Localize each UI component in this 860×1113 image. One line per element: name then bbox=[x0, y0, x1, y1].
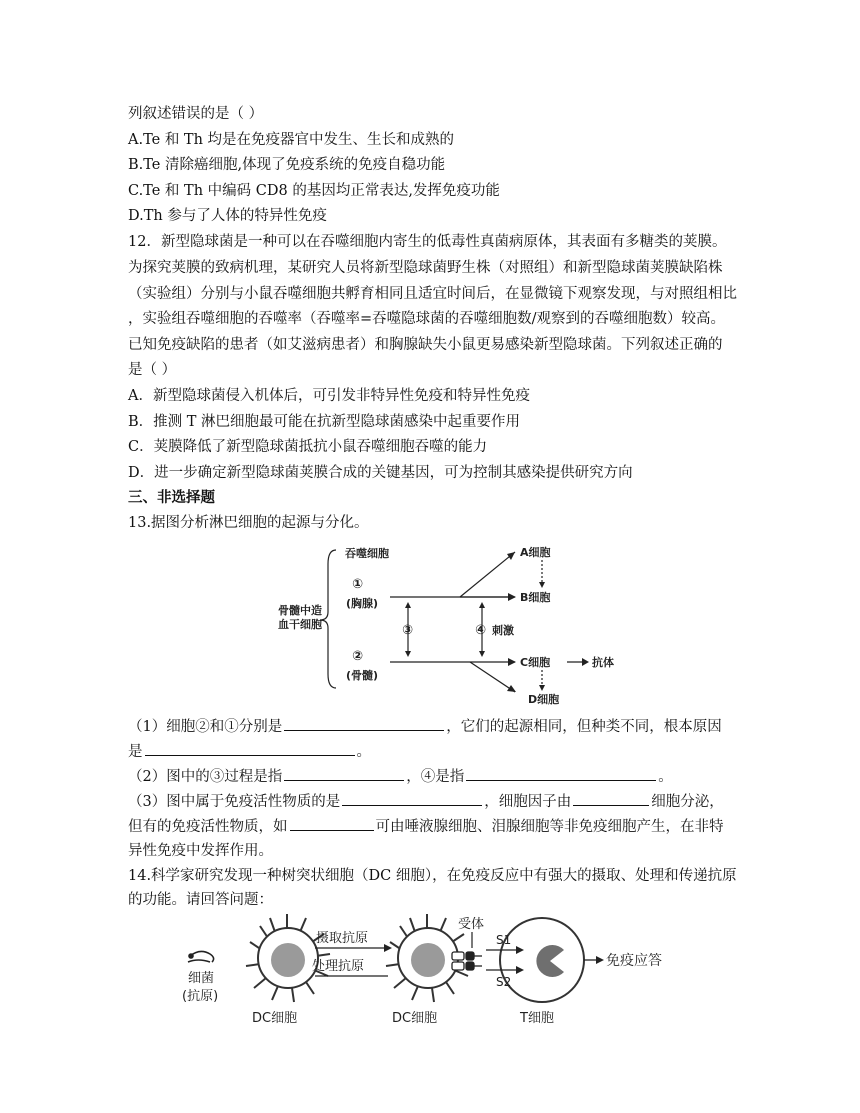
answer-blank-1[interactable] bbox=[284, 716, 444, 731]
dc-cell-2-label: DC细胞 bbox=[392, 1011, 438, 1026]
lymphocyte-origin-diagram bbox=[270, 540, 630, 710]
q11-stem: 列叙述错误的是（ ） bbox=[128, 106, 264, 122]
antigen-label: (抗原) bbox=[182, 989, 219, 1004]
q13-part-1-line-1 bbox=[128, 716, 722, 737]
diagram-a-cell: A细胞 bbox=[520, 546, 551, 559]
q13-part-2 bbox=[128, 766, 673, 787]
dc-cell-1-icon bbox=[246, 914, 330, 1002]
q13-p3-text-c: 细胞分泌， bbox=[651, 794, 724, 810]
diagram-stimulate: 刺激 bbox=[492, 624, 514, 637]
q13-p1-text-b: ，它们的起源相同，但种类不同，根本原因 bbox=[446, 719, 722, 735]
q12-line-4: ，实验组吞噬细胞的吞噬率（吞噬率=吞噬隐球菌的吞噬细胞数/观察到的吞噬细胞数）较高。 bbox=[128, 311, 726, 327]
q12-option-c: C．荚膜降低了新型隐球菌抵抗小鼠吞噬细胞吞噬的能力 bbox=[128, 439, 488, 455]
q12-option-b: B．推测 T 淋巴细胞最可能在抗新型隐球菌感染中起重要作用 bbox=[128, 414, 521, 430]
diagram-marker-1: ① bbox=[352, 577, 364, 592]
receptor-label: 受体 bbox=[458, 917, 485, 932]
diagram-thymus: (胸腺) bbox=[346, 597, 379, 610]
uptake-antigen-label: 摄取抗原 bbox=[316, 931, 369, 946]
q13-p3-text-e: 可由唾液腺细胞、泪腺细胞等非免疫细胞产生，在非特 bbox=[375, 819, 724, 835]
q12-line-3: （实验组）分别与小鼠吞噬细胞共孵育相同且适宜时间后，在显微镜下观察发现，与对照组相比 bbox=[128, 286, 737, 302]
signal-s2-label: S2 bbox=[496, 975, 512, 989]
q13-part-3-line-1 bbox=[128, 791, 724, 812]
q13-p1-text-a: （1）细胞②和①分别是 bbox=[128, 719, 283, 735]
q13-p3-text-a: （3）图中属于免疫活性物质的是 bbox=[128, 794, 341, 810]
q13-p3-text-d: 但有的免疫活性物质，如 bbox=[128, 819, 288, 835]
diagram-marker-4: ④ bbox=[475, 623, 487, 638]
q12-line-2: 为探究荚膜的致病机理，某研究人员将新型隐球菌野生株（对照组）和新型隐球菌荚膜缺陷株 bbox=[128, 260, 723, 276]
q13-stem: 13.据图分析淋巴细胞的起源与分化。 bbox=[128, 515, 369, 531]
dc-cell-diagram bbox=[170, 912, 690, 1030]
q12-line-1: 12．新型隐球菌是一种可以在吞噬细胞内寄生的低毒性真菌病原体，其表面有多糖类的荚膜。 bbox=[128, 234, 727, 250]
diagram-antibody: 抗体 bbox=[592, 656, 614, 669]
q12-line-6: 是（ ） bbox=[128, 362, 177, 378]
q13-p2-text-c: 。 bbox=[658, 769, 673, 785]
q14-line-2: 的功能。请回答问题： bbox=[128, 892, 273, 908]
q12-option-a: A．新型隐球菌侵入机体后，可引发非特异性免疫和特异性免疫 bbox=[128, 388, 530, 404]
q12-option-d: D．进一步确定新型隐球菌荚膜合成的关键基因，可为控制其感染提供研究方向 bbox=[128, 465, 633, 481]
diagram-d-cell: D细胞 bbox=[528, 693, 560, 706]
bacteria-label: 细菌 bbox=[188, 971, 215, 986]
immune-response-label: 免疫应答 bbox=[606, 953, 662, 969]
diagram-b-cell: B细胞 bbox=[520, 591, 551, 604]
diagram-source-line-1: 骨髓中造 bbox=[278, 604, 322, 617]
answer-blank-5[interactable] bbox=[342, 791, 482, 806]
process-antigen-label: 处理抗原 bbox=[312, 959, 365, 974]
bacteria-icon bbox=[188, 951, 214, 962]
answer-blank-4[interactable] bbox=[466, 766, 656, 781]
q11-option-a: A.Te 和 Th 均是在免疫器官中发生、生长和成熟的 bbox=[128, 132, 455, 148]
diagram-c-cell: C细胞 bbox=[520, 656, 551, 669]
q14-line-1: 14.科学家研究发现一种树突状细胞（DC 细胞），在免疫反应中有强大的摄取、处理和传递抗原 bbox=[128, 868, 737, 884]
diagram-marker-2: ② bbox=[352, 649, 364, 664]
section-title: 三、非选择题 bbox=[128, 489, 215, 506]
q12-line-5: 已知免疫缺陷的患者（如艾滋病患者）和胸腺缺失小鼠更易感染新型隐球菌。下列叙述正确的 bbox=[128, 337, 723, 353]
answer-blank-7[interactable] bbox=[290, 816, 374, 831]
q13-p2-text-b: ，④是指 bbox=[406, 769, 465, 785]
q13-p3-text-b: ，细胞因子由 bbox=[484, 794, 572, 810]
q13-p1-text-c: 是 bbox=[128, 744, 143, 760]
diagram-phagocyte: 吞噬细胞 bbox=[345, 547, 389, 560]
dc-cell-1-label: DC细胞 bbox=[252, 1011, 298, 1026]
t-cell-label: T细胞 bbox=[520, 1011, 554, 1026]
diagram-marker-bone-marrow: (骨髓) bbox=[346, 669, 379, 682]
q13-part-3-line-3: 异性免疫中发挥作用。 bbox=[128, 843, 273, 859]
signal-s1-label: S1 bbox=[496, 933, 512, 947]
answer-blank-6[interactable] bbox=[573, 791, 649, 806]
answer-blank-3[interactable] bbox=[284, 766, 404, 781]
answer-blank-2[interactable] bbox=[145, 741, 355, 756]
q13-part-1-line-2 bbox=[128, 741, 371, 762]
q11-option-c: C.Te 和 Th 中编码 CD8 的基因均正常表达,发挥免疫功能 bbox=[128, 183, 500, 199]
diagram-source-line-2: 血干细胞 bbox=[278, 618, 322, 631]
q13-p1-text-d: 。 bbox=[356, 744, 371, 760]
q13-part-3-line-2 bbox=[128, 816, 724, 837]
diagram-marker-3: ③ bbox=[402, 623, 414, 638]
q11-option-b: B.Te 清除癌细胞,体现了免疫系统的免疫自稳功能 bbox=[128, 157, 446, 173]
q11-option-d: D.Th 参与了人体的特异性免疫 bbox=[128, 208, 327, 224]
q13-p2-text-a: （2）图中的③过程是指 bbox=[128, 769, 283, 785]
